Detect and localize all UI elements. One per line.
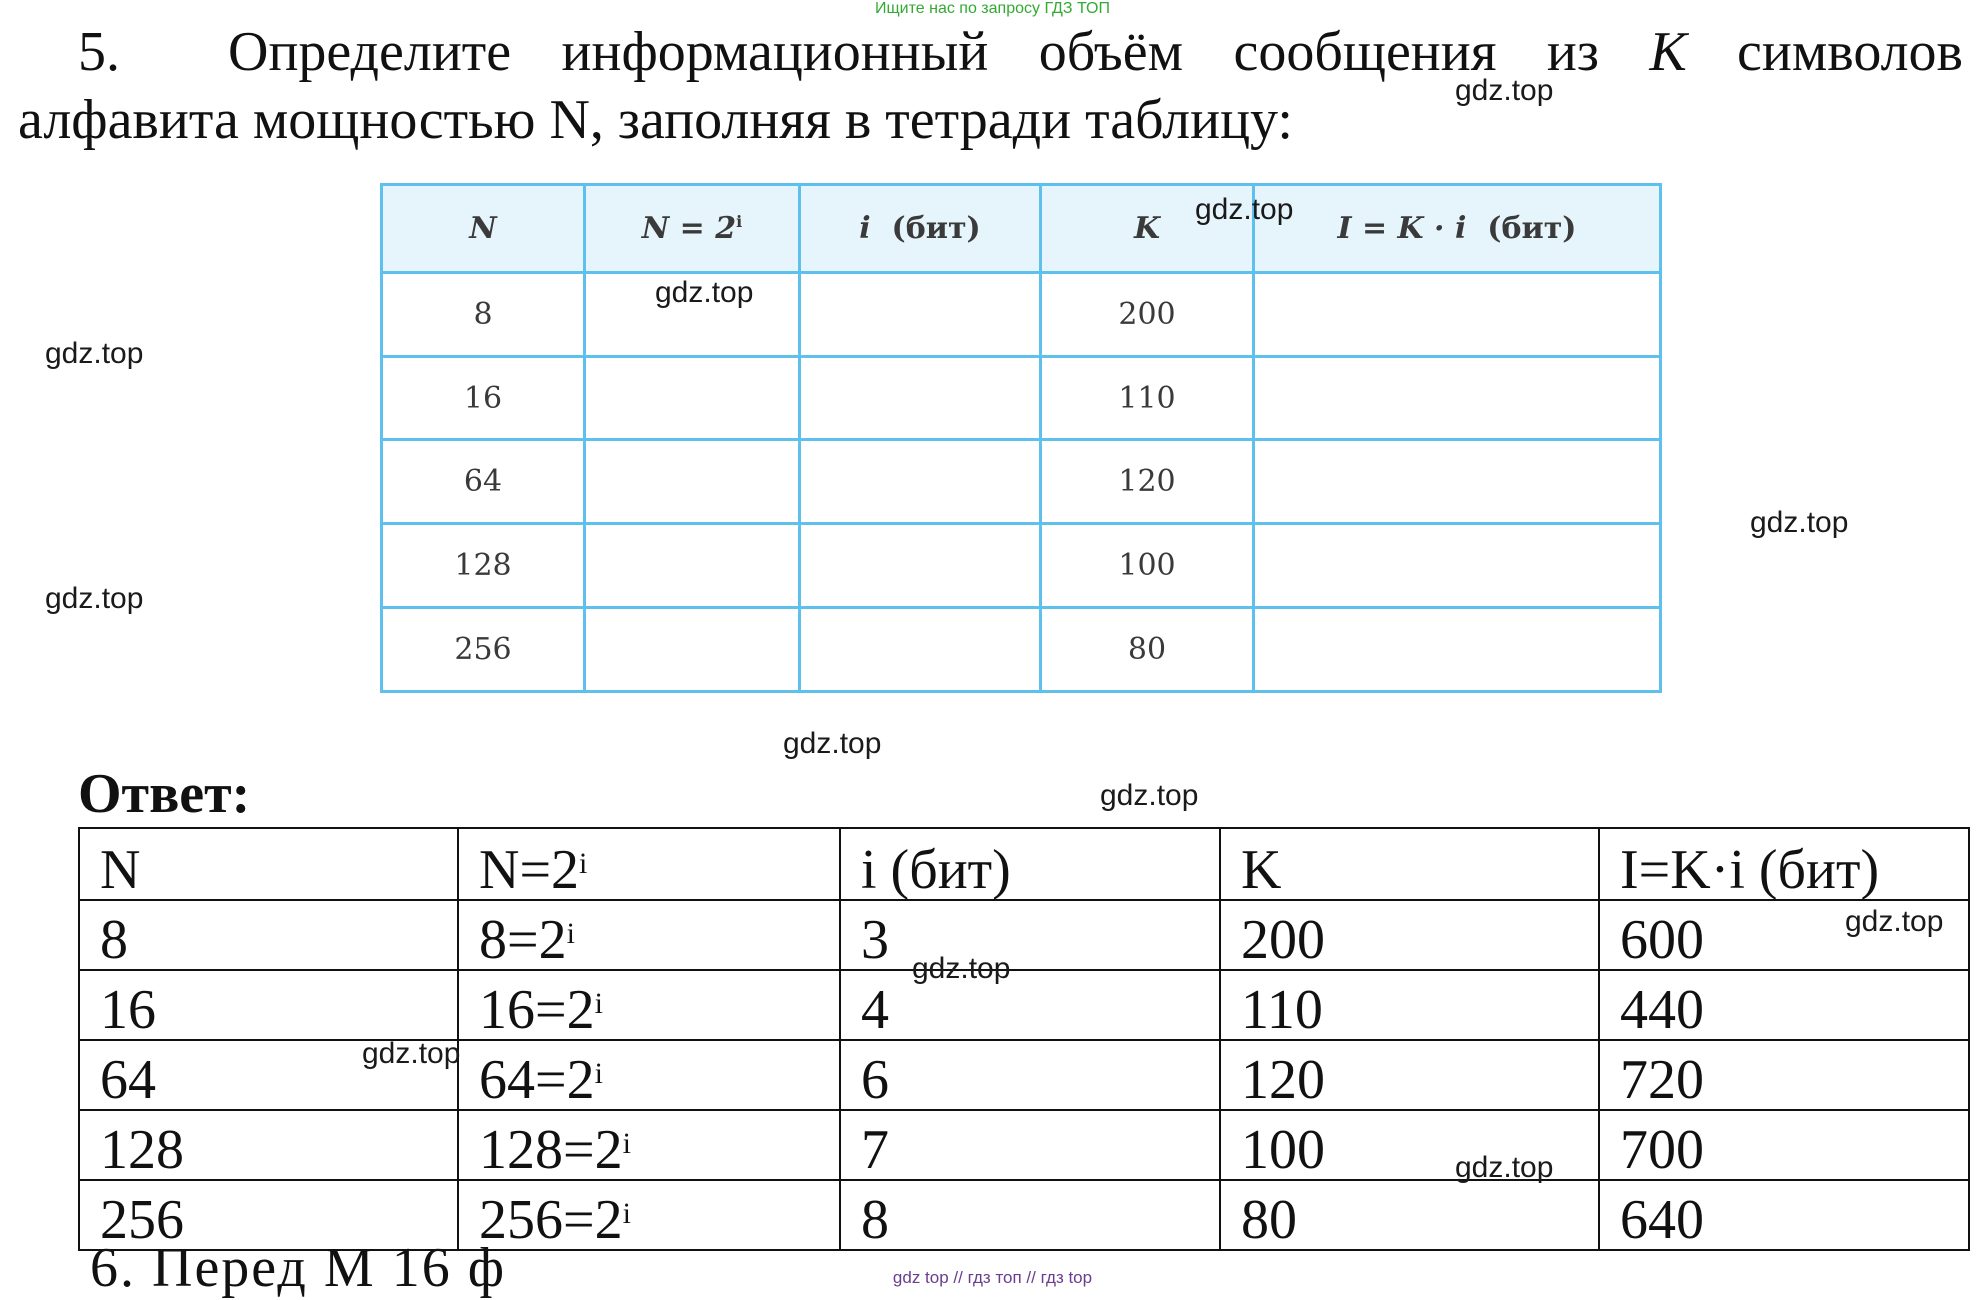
task-var-k: К	[1649, 21, 1687, 83]
ans-cell-i: 6	[840, 1040, 1220, 1110]
header-n-power: $N = 2^i$	[585, 185, 800, 273]
ans-cell-n: 16	[79, 970, 458, 1040]
textbook-row	[382, 272, 1661, 356]
answer-row	[79, 900, 1969, 970]
watermark: gdz.top	[45, 337, 144, 370]
ans-cell-eq: $16=2^i$	[458, 970, 840, 1040]
ans-cell-eq: $128=2^i$	[458, 1110, 840, 1180]
ans-cell-eq: $64=2^i$	[458, 1040, 840, 1110]
cell-n: 64	[382, 440, 585, 524]
watermark: gdz.top	[1750, 506, 1849, 539]
ans-cell-eq: $8=2^i$	[458, 900, 840, 970]
answer-row	[79, 1110, 1969, 1180]
watermark: gdz.top	[912, 952, 1011, 985]
cell-k: 110	[1041, 356, 1254, 440]
ans-cell-n: 8	[79, 900, 458, 970]
textbook-table	[380, 183, 1662, 693]
textbook-header-row	[382, 185, 1661, 273]
watermark: gdz.top	[1455, 74, 1554, 107]
watermark: gdz.top	[1100, 779, 1199, 812]
ans-cell-eq: $256=2^i$	[458, 1180, 840, 1250]
watermark: gdz.top	[1845, 905, 1944, 938]
ans-header-n-power: $N=2^i$	[458, 828, 840, 900]
ans-header-k: K	[1220, 828, 1599, 900]
ans-header-formula: I=K·i (бит)	[1599, 828, 1969, 900]
textbook-row	[382, 524, 1661, 608]
ans-cell-i: 3	[840, 900, 1220, 970]
cell-k: 80	[1041, 608, 1254, 692]
cell-k: 100	[1041, 524, 1254, 608]
ans-header-i: i (бит)	[840, 828, 1220, 900]
answer-label: Ответ:	[78, 763, 251, 825]
task-word: сообщения	[1233, 21, 1497, 83]
header-n: N	[382, 185, 585, 273]
ans-cell-total: 640	[1599, 1180, 1969, 1250]
ans-cell-n: 64	[79, 1040, 458, 1110]
ans-cell-total: 600	[1599, 900, 1969, 970]
watermark: gdz.top	[362, 1037, 461, 1070]
header-i: i (бит)	[800, 185, 1041, 273]
header-k: K	[1041, 185, 1254, 273]
next-task-cut-line: 6. Перед М 16 ф	[90, 1237, 506, 1299]
ans-cell-i: 7	[840, 1110, 1220, 1180]
ans-cell-k: 80	[1220, 1180, 1599, 1250]
task-word: информационный	[561, 21, 989, 83]
ans-cell-k: 110	[1220, 970, 1599, 1040]
cell-k: 120	[1041, 440, 1254, 524]
watermark: gdz.top	[1455, 1151, 1554, 1184]
watermark: gdz.top	[1195, 193, 1294, 226]
header-formula: I = K · i (бит)	[1254, 185, 1661, 273]
search-hint: Ищите нас по запросу ГДЗ ТОП	[875, 0, 1110, 17]
footer-watermark: gdz top // гдз топ // гдз top	[892, 1268, 1093, 1287]
ans-cell-k: 100	[1220, 1110, 1599, 1180]
task-word: Определите	[228, 21, 512, 83]
task-word: из	[1546, 21, 1599, 83]
ans-cell-i: 8	[840, 1180, 1220, 1250]
ans-cell-n: 128	[79, 1110, 458, 1180]
ans-cell-total: 440	[1599, 970, 1969, 1040]
cell-n: 256	[382, 608, 585, 692]
ans-cell-k: 200	[1220, 900, 1599, 970]
ans-cell-total: 720	[1599, 1040, 1969, 1110]
cell-n: 8	[382, 272, 585, 356]
ans-cell-n: 256	[79, 1180, 458, 1250]
ans-cell-total: 700	[1599, 1110, 1969, 1180]
task-word: символов	[1737, 21, 1963, 83]
ans-header-n: N	[79, 828, 458, 900]
task-word: объём	[1038, 21, 1184, 83]
watermark: gdz.top	[45, 582, 144, 615]
textbook-row	[382, 356, 1661, 440]
watermark: gdz.top	[783, 727, 882, 760]
answer-header-row	[79, 828, 1969, 900]
cell-n: 16	[382, 356, 585, 440]
answer-row	[79, 970, 1969, 1040]
watermark: gdz.top	[655, 276, 754, 309]
task-text	[18, 18, 1963, 154]
textbook-row	[382, 440, 1661, 524]
textbook-row	[382, 608, 1661, 692]
ans-cell-k: 120	[1220, 1040, 1599, 1110]
cell-n: 128	[382, 524, 585, 608]
task-line-2: алфавита мощностью N, заполняя в тетради таблицу:	[18, 89, 1293, 151]
ans-cell-i: 4	[840, 970, 1220, 1040]
task-number: 5.	[78, 21, 120, 83]
cell-k: 200	[1041, 272, 1254, 356]
